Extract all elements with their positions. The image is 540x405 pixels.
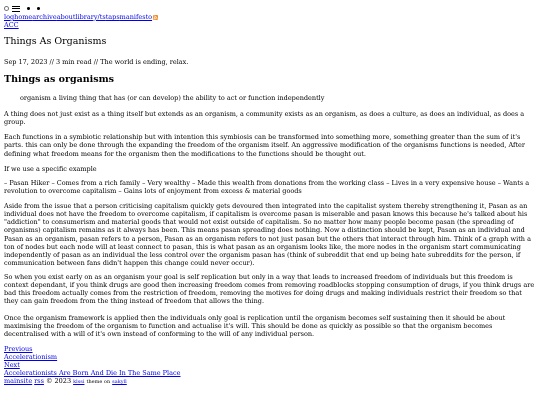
next-label-link[interactable]: Next [4, 361, 20, 370]
next-post-link[interactable]: Accelerationists Are Born And Die In The Same Place [4, 369, 181, 378]
dot-icon[interactable] [27, 7, 30, 10]
definition-quote: organism a living thing that has (or can develop) the ability to act or function independently [20, 93, 325, 102]
nav-link-log[interactable]: log [4, 12, 15, 21]
main-nav [4, 13, 536, 21]
previous-post-link[interactable]: Accelerationism [4, 353, 58, 361]
paragraph: A thing does not just exist as a thing itself but extends as an organism, a community exists as an organism, as does a culture, as does an individual, as does a group. [4, 110, 525, 127]
nav-link-about[interactable]: about [56, 12, 76, 21]
paragraph: Once the organism framework is applied then the individuals only goal is replication until the organism becomes self sustaining then it should be about maximising the freedom of the organism to function and actualise it's will. This should be done as quickly as possible so that the organism becomes decentralised with a will of it's own instead of conforming to the will of any individual person. [4, 313, 506, 338]
section-heading: Things as organisms [4, 74, 115, 85]
page-title: Things As Organisms [4, 36, 107, 47]
nav-link-ts[interactable]: /ts [97, 12, 106, 21]
nav-link-manifesto[interactable]: manifesto [119, 12, 153, 21]
rss-icon[interactable] [153, 15, 158, 20]
paragraph: So when you exist early on as an organism your goal is self replication but only in a way that leads to increased freedom of individuals but this freedom is context dependant, if you think drugs are good then increasing freedom comes from removing roadblocks stopping consumption of drugs, if you think drugs are bad this freedom actually comes from the restriction of freedom, removing the motives for doing drugs and making individuals restrict their freedom so that they can gain freedom from the thing instead of freedom that allows the thing. [4, 273, 535, 306]
dot-icon[interactable] [37, 7, 40, 10]
nav-link-home[interactable]: home [14, 12, 33, 21]
menu-toggle-checkbox[interactable] [4, 6, 9, 11]
nav-link-library[interactable]: library [75, 12, 98, 21]
nav-link-archive[interactable]: archive [32, 12, 57, 21]
post-navigation [4, 345, 536, 378]
rss-link[interactable]: rss [34, 377, 44, 386]
post-meta: Sep 17, 2023 // 3 min read // The world is ending, relax. [4, 57, 189, 66]
theme-text: theme on [86, 379, 111, 386]
top-bar [4, 4, 536, 13]
site-footer [4, 377, 536, 385]
previous-label-link[interactable]: Previous [4, 344, 33, 353]
nav-link-taps[interactable]: taps [105, 12, 120, 21]
hamburger-icon[interactable] [12, 6, 20, 12]
author-link[interactable]: klssi [73, 379, 85, 386]
theme-link[interactable]: sakyll [112, 379, 127, 386]
acc-link[interactable]: ACC [4, 21, 19, 29]
paragraph: – Pasan Hiker – Comes from a rich family – Very wealthy – Made this wealth from donations from the working class – Lives in a very expensive house – Wants a revolution to overcome capitalism – Gains lots of enjoyment from excess & material goods [4, 178, 530, 195]
paragraph: Each functions in a symbiotic relationship but with intention this symbiosis can be transformed into something more, something greater than the sum of it's parts. this can only be done through the expanding the freedom of the organism itself. An aggressive modification of the organisms functions is needed, After defining what freedom means for the organism then the modifications to the functions should be thought out. [4, 133, 526, 158]
copyright: © 2023 [45, 377, 72, 386]
paragraph: If we use a specific example [4, 164, 97, 173]
paragraph: Aside from the issue that a person criticising capitalism quickly gets devoured then integrated into the capitalist system thereby strengthening it, Pasan as an individual does not have the freedom to overcome capitalism, if capitalism is overcome pasan is miserable and pasan knows this because he's talked about his "addiction" to consumerism and material goods that would not exist outside of capitalism. So no matter how many people become pasan (the spreading of organisms) capitalism remains as it always has been. This means pasan spreading does nothing. Now a distinction should be kept, Pasan as an individual and Pasan as an organism, pasan refers to a person, Pasan as an organism refers to not just pasan but the others that interact through him. Think of a graph with a ton of nodes but each node will at least connect to pasan, this is what pasan as an organism looks like, the more nodes in the organism start communicating independently of pasan as an individual the less control over the organism pasan has (think of subreddit that end up being hate subreddits for the person, if communication between fans didn't happen this change could never occur). [4, 202, 531, 267]
mainsite-link[interactable]: mainsite [4, 377, 33, 386]
